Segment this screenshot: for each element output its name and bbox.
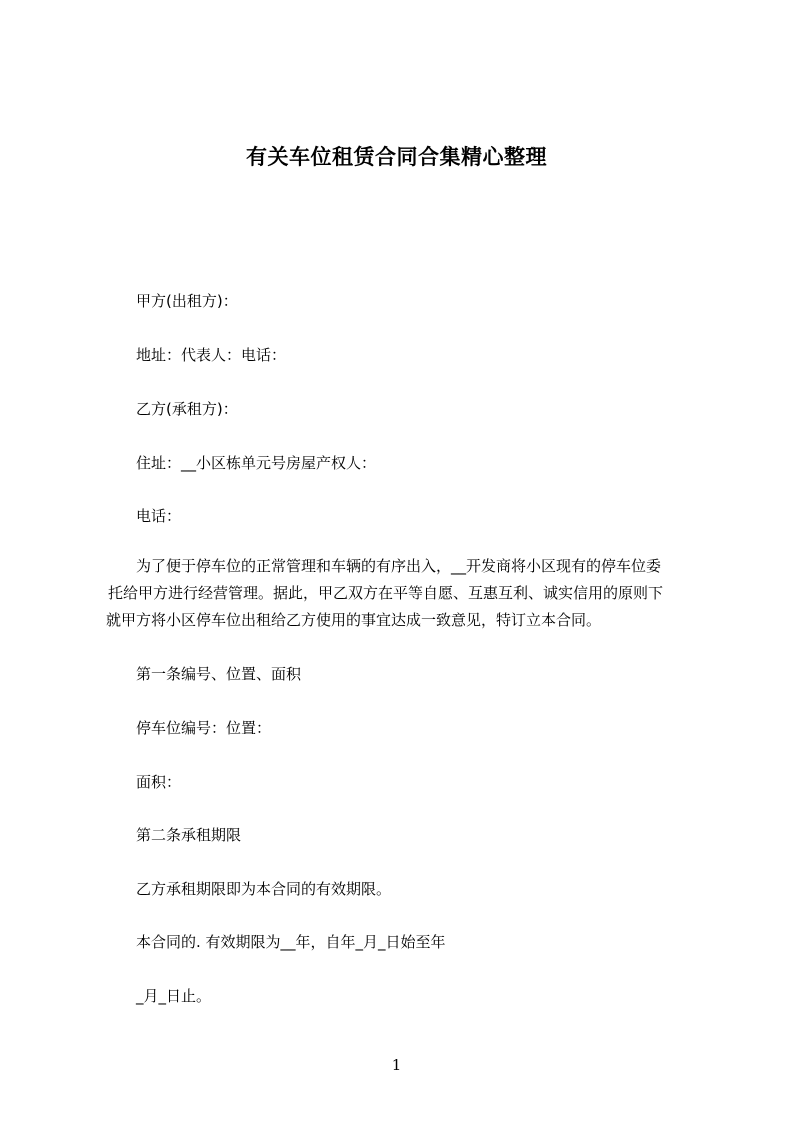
term-line-1: 乙方承租期限即为本合同的有效期限。 — [136, 880, 392, 898]
article-2-heading: 第二条承租期限 — [136, 826, 242, 844]
party-b-line: 乙方(承租方)： — [136, 400, 238, 418]
phone-line: 电话： — [136, 507, 182, 525]
party-b-address-line: 住址：__小区栋单元号房屋产权人： — [136, 454, 377, 472]
term-line-3: _月_日止。 — [136, 987, 212, 1005]
party-a-address-line: 地址：代表人：电话： — [136, 346, 287, 364]
intro-line-1: 为了便于停车位的正常管理和车辆的有序出入，__开发商将小区现有的停车位委 — [136, 557, 662, 575]
article-1-heading: 第一条编号、位置、面积 — [136, 665, 302, 683]
party-a-line: 甲方(出租方)： — [136, 292, 238, 310]
area-line: 面积： — [136, 773, 182, 791]
term-line-2: 本合同的. 有效期限为__年，自年_月_日始至年 — [136, 933, 446, 951]
intro-paragraph — [106, 553, 706, 634]
page-number: 1 — [391, 1056, 402, 1074]
intro-line-3: 就甲方将小区停车位出租给乙方使用的事宜达成一致意见，特订立本合同。 — [106, 611, 602, 629]
intro-line-2: 托给甲方进行经营管理。据此，甲乙双方在平等自愿、互惠互利、诚实信用的原则下 — [108, 584, 664, 602]
parking-space-number-line: 停车位编号：位置： — [136, 719, 272, 737]
document-title: 有关车位租赁合同合集精心整理 — [246, 145, 547, 169]
